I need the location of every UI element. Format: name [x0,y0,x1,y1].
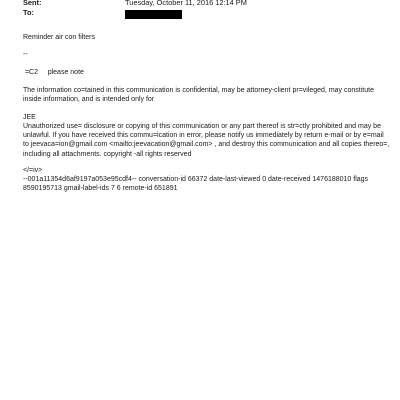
signature-jee: JEE [23,114,36,121]
please-note-line: =C2 please note [23,69,84,76]
unauthorized-use-notice: Unauthorized use= disclosure or copying of this communication or any part thereof is str=ctly prohibited and may be unlawful. If you have received this commu=ication in error, please notify us immediately by return e-mail or by e=mail to jeevaca=ion@gmail.com <mailto:jeevacation@gmail.com> , and destroy this communication and all copies thereo=, including all attachments. copyright -all rights reserved [23,123,392,158]
sent-value: Tuesday, October 11, 2016 12:14 PM [125,0,247,7]
sent-row [23,0,247,7]
subject-line: Reminder air con filters [23,34,95,41]
message-metadata: --001a11354d6af9197a053e95cdf4-- conversation-id 66372 date-last-viewed 0 date-received 1476188010 flags 8590195713 gmail-label-ids 7 6 remote-id 651891 [23,176,371,193]
sent-label: Sent: [23,0,42,7]
to-row [23,8,125,17]
redacted-recipient-block [125,10,182,19]
to-label: To: [23,8,34,17]
separator-dashes: -- [23,51,28,58]
confidentiality-notice: The information co=tained in this communication is confidential, may be attorney-client pr=vileged, may constitute inside information, and is intended only for [23,87,376,104]
closing-div-tag: </=iv> [23,167,43,174]
